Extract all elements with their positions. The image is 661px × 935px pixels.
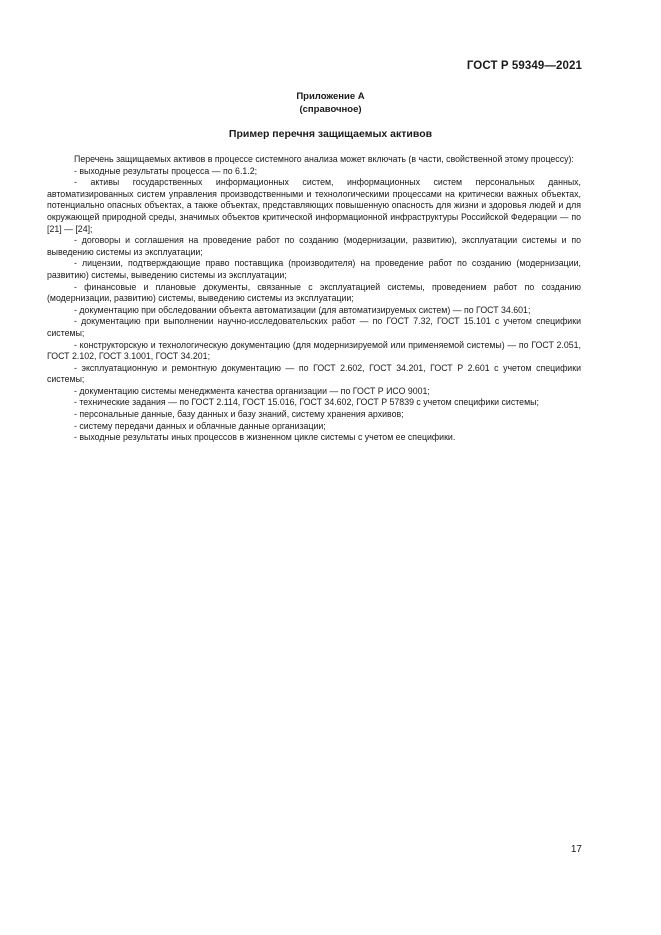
page-title: Пример перечня защищаемых активов — [228, 128, 433, 140]
standard-code: ГОСТ Р 59349—2021 — [466, 60, 582, 72]
appendix-label: Приложение А — [296, 91, 365, 102]
list-item: - выходные результаты иных процессов в жизненном цикле системы с учетом ее специфики. — [74, 432, 456, 443]
list-item: - активы государственных информационных систем, информационных систем персональных данных, автоматизированных систем управления производственными и технологическими процессами на критически важных объектах, потенциально опасных объектах, а также объектах, представляющих повышенную опасность для жизни и здоровья людей и для окружающей природной среды, значимых объектов критической информационной инфраструктуры Российской Федерации — по [21] — [24]; — [47, 177, 581, 234]
body-text — [47, 154, 581, 444]
intro-paragraph: Перечень защищаемых активов в процессе системного анализа может включать (в части, свойственной этому процессу): — [74, 154, 574, 164]
list-item: - документацию системы менеджмента качества организации — по ГОСТ Р ИСО 9001; — [74, 385, 430, 396]
list-item: - документацию при выполнении научно-исследовательских работ — по ГОСТ 7.32, ГОСТ 15.101 с учетом специфики системы; — [47, 316, 581, 338]
list-item: - финансовые и плановые документы, связанные с эксплуатацией системы, проведением работ по созданию (модернизации, развитию) системы, выведению системы из эксплуатации; — [47, 281, 581, 304]
appendix-note: (справочное) — [299, 103, 362, 115]
list-item: - выходные результаты процесса — по 6.1.2; — [74, 165, 258, 176]
list-item: - технические задания — по ГОСТ 2.114, ГОСТ 15.016, ГОСТ 34.602, ГОСТ Р 57839 с учетом специфики системы; — [74, 397, 539, 408]
list-item: - договоры и соглашения на проведение работ по созданию (модернизации, развитию), эксплуатации системы и по выведению системы из эксплуатации; — [47, 235, 581, 257]
appendix-heading — [0, 91, 661, 116]
list-item: - систему передачи данных и облачные данные организации; — [74, 420, 326, 431]
list-item: - конструкторскую и технологическую документацию (для модернизируемой или применяемой системы) — по ГОСТ 2.051, ГОСТ 2.102, ГОСТ 3.1001, ГОСТ 34.201; — [47, 339, 581, 362]
list-item: - документацию при обследовании объекта автоматизации (для автоматизируемых систем) — по ГОСТ 34.601; — [74, 304, 531, 315]
list-item: - эксплуатационную и ремонтную документацию — по ГОСТ 2.602, ГОСТ 34.201, ГОСТ Р 2.601 с учетом специфики системы; — [47, 362, 581, 385]
list-item: - лицензии, подтверждающие право поставщика (производителя) на проведение работ по созданию (модернизации, развитию) системы, выведению системы из эксплуатации; — [47, 258, 581, 280]
list-item: - персональные данные, базу данных и базу знаний, систему хранения архивов; — [74, 409, 404, 420]
page-number: 17 — [570, 844, 582, 855]
